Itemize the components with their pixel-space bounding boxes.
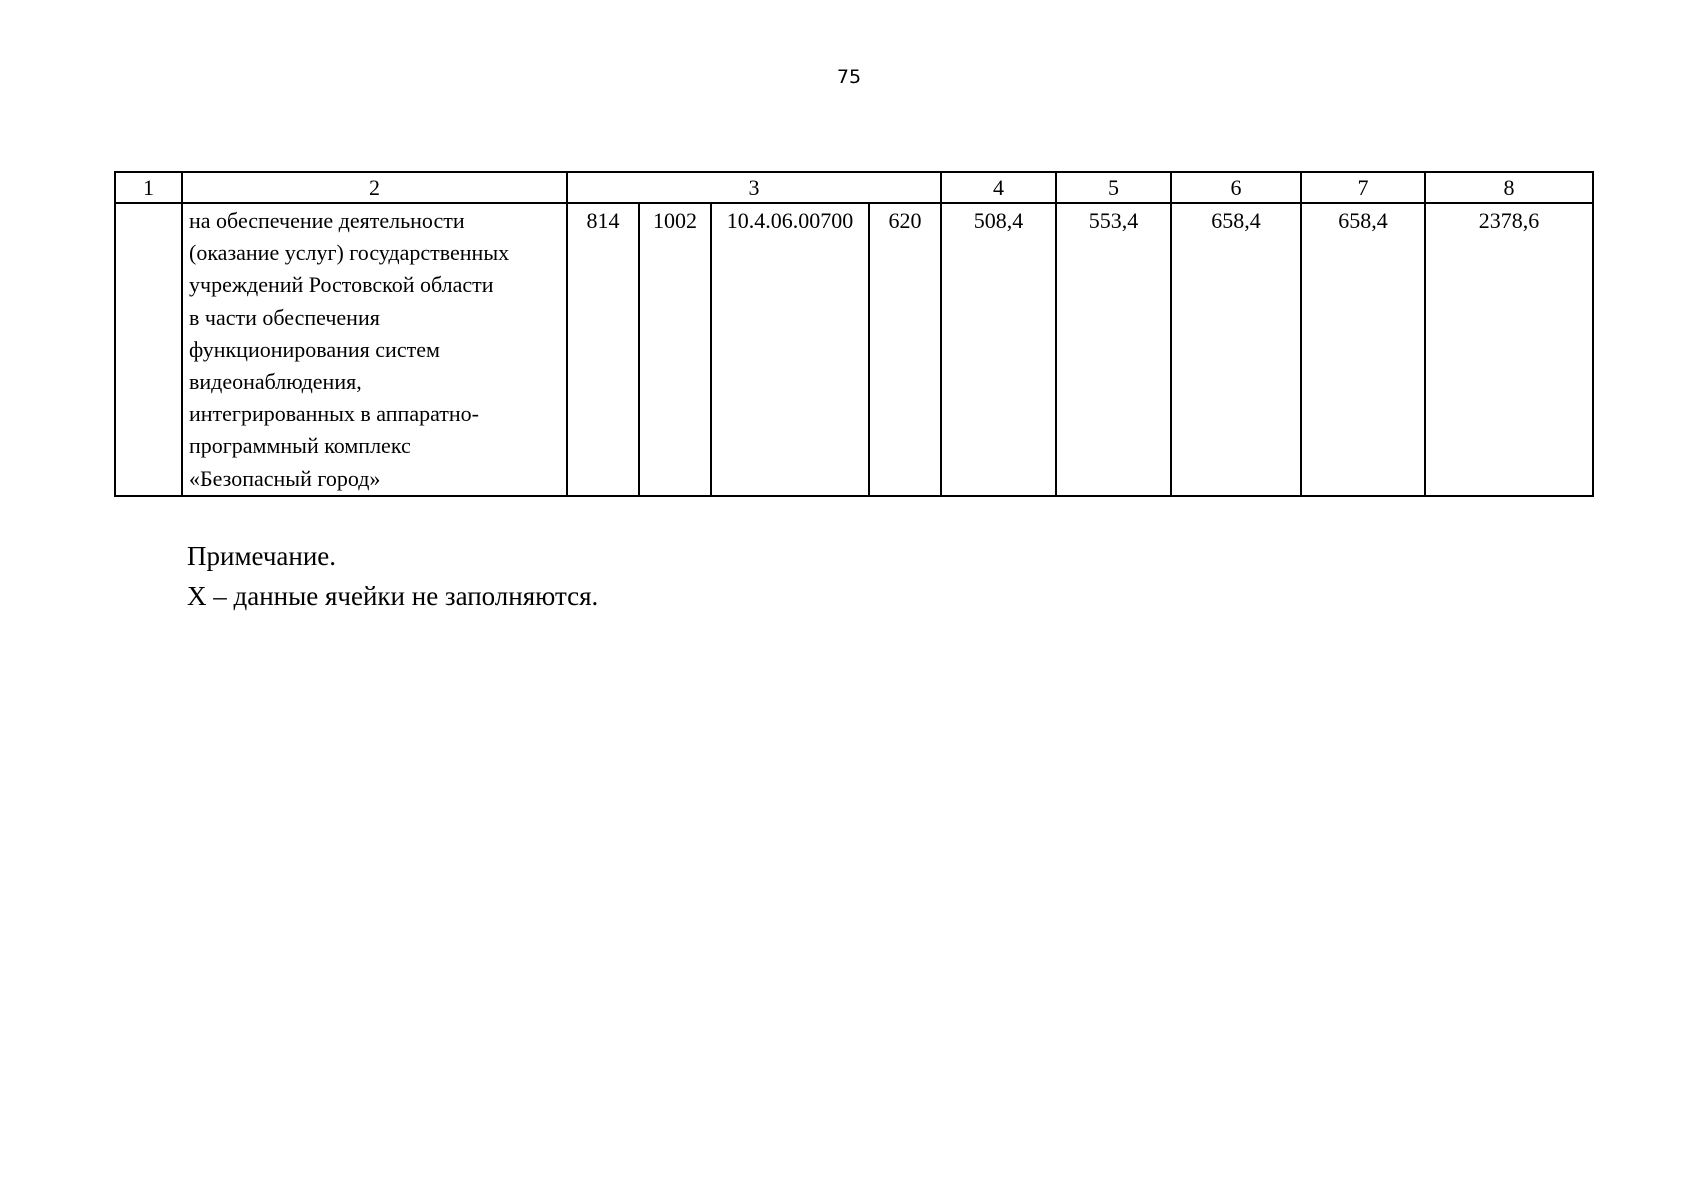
header-cell-6: 6 (1171, 172, 1301, 203)
table-row (115, 203, 1593, 496)
note-title: Примечание. (187, 541, 337, 571)
value-cell-6: 658,4 (1171, 203, 1301, 496)
description-line: функционирования систем (189, 336, 440, 362)
header-cell-7: 7 (1301, 172, 1425, 203)
header-cell-4: 4 (941, 172, 1056, 203)
description-line: (оказание услуг) государственных (189, 240, 510, 266)
expense-type-cell: 620 (869, 203, 941, 496)
note-text: Х – данные ячейки не заполняются. (187, 581, 599, 611)
value-cell-5: 553,4 (1056, 203, 1171, 496)
header-cell-3: 3 (567, 172, 941, 203)
description-line: программный комплекс (189, 433, 411, 459)
target-article-cell: 10.4.06.00700 (711, 203, 869, 496)
description-line: видеонаблюдения, (189, 369, 362, 395)
page-number: 75 (836, 66, 862, 88)
header-cell-5: 5 (1056, 172, 1171, 203)
ministry-code-cell: 814 (567, 203, 639, 496)
value-cell-7: 658,4 (1301, 203, 1425, 496)
description-cell (182, 203, 567, 496)
description-line: интегрированных в аппаратно- (189, 401, 479, 427)
budget-table (114, 171, 1594, 497)
header-cell-1: 1 (115, 172, 182, 203)
description-line: на обеспечение деятельности (189, 208, 465, 233)
row-number-cell (115, 203, 182, 496)
description-line: «Безопасный город» (189, 465, 381, 491)
value-cell-4: 508,4 (941, 203, 1056, 496)
description-line: в части обеспечения (189, 304, 380, 330)
description-line: учреждений Ростовской области (189, 272, 494, 298)
header-cell-8: 8 (1425, 172, 1593, 203)
value-cell-8-total: 2378,6 (1425, 203, 1593, 496)
header-cell-2: 2 (182, 172, 567, 203)
section-code-cell: 1002 (639, 203, 711, 496)
table-header-row (115, 172, 1593, 203)
